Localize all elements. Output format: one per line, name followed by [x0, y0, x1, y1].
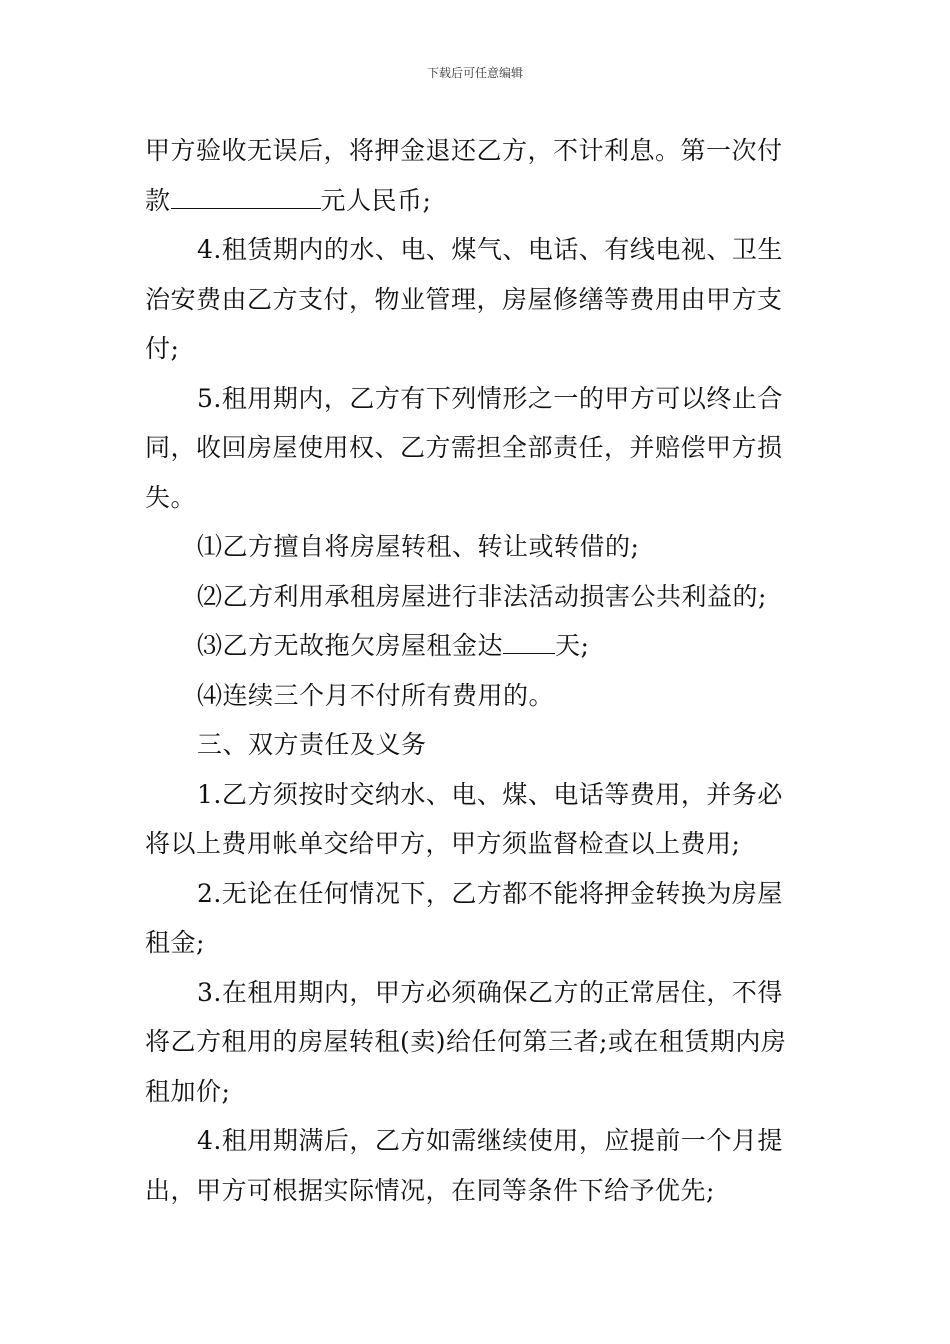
list-item: ⑴乙方擅自将房屋转租、转让或转借的;: [197, 532, 640, 561]
text-line: 租加价;: [145, 1076, 231, 1106]
line-suffix: 元人民币;: [320, 185, 432, 215]
fill-in-blank: [503, 627, 555, 654]
text-line: 1.乙方须按时交纳水、电、煤、电话等费用，并务必: [197, 779, 783, 809]
text-line: 租金;: [145, 928, 205, 957]
list-item-with-blank: [145, 621, 810, 671]
page-header: 下载后可任意编辑: [426, 66, 523, 80]
section-heading: 三、双方责任及义务: [197, 730, 427, 759]
text-line: 出，甲方可根据实际情况，在同等条件下给予优先;: [145, 1175, 715, 1205]
list-item: ⑵乙方利用承租房屋进行非法活动损害公共利益的;: [197, 581, 767, 611]
text-line: 甲方验收无误后，将押金退还乙方，不计利息。第一次付: [145, 136, 783, 165]
fill-in-blank: [171, 182, 321, 209]
text-line-with-blank: [145, 176, 810, 226]
text-line: 付;: [145, 334, 180, 363]
text-line: 4.租用期满后，乙方如需继续使用，应提前一个月提: [197, 1126, 783, 1155]
text-line: 将乙方租用的房屋转租(卖)给任何第三者;或在租赁期内房: [145, 1027, 787, 1056]
text-line: 2.无论在任何情况下，乙方都不能将押金转换为房屋: [197, 878, 783, 908]
line-prefix: 款: [145, 185, 171, 215]
text-line: 5.租用期内，乙方有下列情形之一的甲方可以终止合: [197, 383, 783, 413]
list-item: ⑷连续三个月不付所有费用的。: [197, 680, 555, 710]
document-body: [145, 126, 810, 1215]
text-line: 将以上费用帐单交给甲方，甲方须监督检查以上费用;: [145, 829, 741, 858]
text-line: 同，收回房屋使用权、乙方需担全部责任，并赔偿甲方损: [145, 433, 783, 462]
line-prefix: ⑶乙方无故拖欠房屋租金达: [197, 631, 504, 660]
text-line: 失。: [145, 482, 197, 512]
line-suffix: 天;: [555, 631, 590, 660]
text-line: 4.租赁期内的水、电、煤气、电话、有线电视、卫生: [197, 235, 783, 264]
text-line: 3.在租用期内，甲方必须确保乙方的正常居住，不得: [197, 977, 783, 1007]
text-line: 治安费由乙方支付，物业管理，房屋修缮等费用由甲方支: [145, 284, 783, 314]
